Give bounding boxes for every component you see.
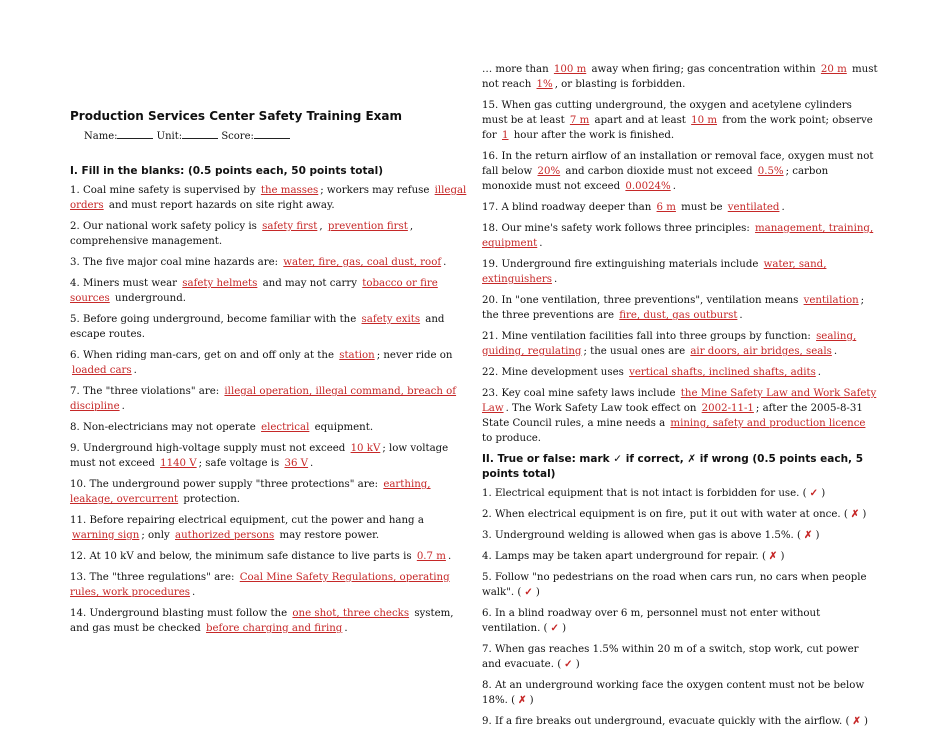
question-text: . [192,587,196,598]
question-text: to produce. [482,433,542,444]
question-item [482,386,880,446]
question-text: ; carbon monoxide must not exceed [482,166,829,192]
question-text: and carbon dioxide must not exceed [562,166,756,177]
question-item [70,384,470,414]
answer-blank[interactable]: 20 m [820,64,847,75]
question-text: ; low voltage must not exceed [70,443,449,469]
unit-blank[interactable] [182,128,218,139]
question-text: . [133,365,137,376]
question-text: . [817,367,822,378]
question-text: apart and at least [591,115,690,126]
answer-blank[interactable]: 20% [537,166,561,177]
question-text: 15. When gas cutting underground, the oxygen and acetylene cylinders must be at least [482,100,852,126]
question-text: . [121,401,125,412]
answer-blank[interactable]: before charging and firing [206,623,343,634]
question-text: ; never ride on [376,350,453,361]
judge-text: 8. At an underground working face the oxygen content must not be below 18%. ( [482,680,865,706]
judge-item [482,486,880,501]
question-text: protection. [180,494,241,505]
judge-text: 6. In a blind roadway over 6 m, personnel must not enter without ventilation. ( [482,608,821,634]
score-label: Score: [221,131,254,142]
answer-blank[interactable]: electrical [261,422,310,433]
question-text: and must report hazards on site right away. [105,200,335,211]
answer-blank[interactable]: 0.0024% [625,181,671,192]
answer-blank[interactable]: ventilation [803,295,859,306]
question-text: . The Work Safety Law took effect on [505,403,700,414]
question-text: . [447,551,452,562]
judge-text: 2. When electrical equipment is on fire, put it out with water at once. ( [482,509,848,520]
answer-blank[interactable]: 7 m [569,115,590,126]
question-text: 7. The "three violations" are: [70,386,223,397]
answer-blank[interactable]: 10 m [691,115,718,126]
question-text: 14. Underground blasting must follow the [70,608,291,619]
judge-item [482,570,880,600]
section-fill-in-title: I. Fill in the blanks: (0.5 points each, 50 points total) [70,165,384,177]
question-text: ; the three preventions are [482,295,865,321]
question-item [482,329,880,359]
judge-mark[interactable]: ✓ [809,487,819,499]
question-text: may restore power. [276,530,380,541]
question-text: 8. Non-electricians may not operate [70,422,260,433]
question-text: 1. Coal mine safety is supervised by [70,185,259,196]
question-text: ; after the 2005-8-31 State Council rules, a mine needs a [482,403,863,429]
question-text: 6. When riding man-cars, get on and off only at the [70,350,338,361]
question-text: ; the usual ones are [583,346,689,357]
question-text: . [310,458,314,469]
student-info-line [84,128,470,144]
answer-blank[interactable]: 36 V [284,458,309,469]
judge-mark[interactable]: ✓ [550,622,560,634]
question-text: equipment. [311,422,374,433]
judge-text: 4. Lamps may be taken apart underground for repair. ( [482,551,766,562]
answer-blank[interactable]: prevention first [327,221,408,232]
fill-in-list [70,183,470,636]
answer-blank[interactable]: air doors, air bridges, seals [690,346,832,357]
judge-close: ) [821,488,826,499]
question-item [70,477,470,507]
answer-blank[interactable]: warning sign [72,530,140,541]
answer-blank[interactable]: ventilated [727,202,780,213]
question-text: 3. The five major coal mine hazards are: [70,257,282,268]
question-item [482,200,880,215]
question-item [482,98,880,143]
answer-blank[interactable]: authorized persons [175,530,275,541]
answer-blank[interactable]: sealing, guiding, regulating [482,331,857,357]
question-text: ; only [141,530,173,541]
question-text: 22. Mine development uses [482,367,628,378]
judge-close: ) [575,659,580,670]
question-item [482,257,880,287]
question-text: , comprehensive management. [70,221,414,247]
answer-blank[interactable]: mining, safety and production licence [670,418,866,429]
question-item [482,293,880,323]
question-text: . [344,623,348,634]
judge-mark[interactable]: ✗ [518,694,527,706]
judge-mark[interactable]: ✗ [803,529,813,541]
question-text: underground. [111,293,186,304]
question-text: . [781,202,785,213]
answer-blank[interactable]: safety exits [361,314,421,325]
judge-text: 9. If a fire breaks out underground, evacuate quickly with the airflow. ( [482,716,850,727]
question-text: . [539,238,543,249]
page-title: Production Services Center Safety Training Exam [70,109,403,123]
question-text: 19. Underground fire extinguishing materials include [482,259,762,270]
question-text: . [739,310,743,321]
answer-blank[interactable]: 2002-11-1 [701,403,754,414]
judge-item [482,606,880,636]
name-label: Name: [84,131,118,142]
question-text: 11. Before repairing electrical equipment, cut the power and hang a [70,515,424,526]
question-text: 16. In the return airflow of an installation or removal face, oxygen must not fall below [482,151,874,177]
question-text: system, and gas must be checked [70,608,454,634]
question-text: . [672,181,676,192]
question-text: from the work point; observe for [482,115,873,141]
answer-blank[interactable]: water, sand, extinguishers [482,259,827,285]
answer-blank[interactable]: fire, dust, gas outburst [619,310,738,321]
answer-blank[interactable]: 0.7 m [416,551,446,562]
question-item [70,441,470,471]
judge-item [482,642,880,672]
answer-blank[interactable]: 6 m [656,202,676,213]
question-text: … more than [482,64,552,75]
answer-blank[interactable]: illegal orders [70,185,467,211]
question-item [482,62,880,92]
answer-blank[interactable]: Coal Mine Safety Regulations, operating rules, work procedures [70,572,450,598]
judge-mark[interactable]: ✗ [768,550,778,562]
answer-blank[interactable]: station [339,350,375,361]
question-text: must be [677,202,726,213]
judge-mark[interactable]: ✓ [524,586,533,598]
answer-blank[interactable]: 100 m [553,64,587,75]
question-text: 23. Key coal mine safety laws include [482,388,679,399]
name-blank[interactable] [117,128,153,139]
answer-blank[interactable]: water, fire, gas, coal dust, roof [283,257,442,268]
judge-close: ) [864,716,869,727]
answer-blank[interactable]: vertical shafts, inclined shafts, adits [629,367,816,378]
question-text: and escape routes. [70,314,445,340]
question-item [70,255,470,270]
judge-text: 7. When gas reaches 1.5% within 20 m of a switch, stop work, cut power and evacuate. ( [482,644,859,670]
question-item [70,183,470,213]
score-blank[interactable] [254,128,290,139]
section-judge-title: II. True or false: mark ✓ if correct, ✗ if wrong (0.5 points each, 5 points total) [482,453,863,480]
question-text: ; safe voltage is [198,458,283,469]
question-text: 4. Miners must wear [70,278,181,289]
answer-blank[interactable]: 10 kV [350,443,381,454]
answer-blank[interactable]: management, training, equipment [482,223,874,249]
judge-text: 1. Electrical equipment that is not intact is forbidden for use. ( [482,488,807,499]
question-text: 2. Our national work safety policy is [70,221,261,232]
judge-text: 3. Underground welding is allowed when gas is above 1.5%. ( [482,530,801,541]
judge-close: ) [780,551,785,562]
left-column [70,108,470,642]
judge-item [482,549,880,564]
question-item [70,420,470,435]
question-item [482,149,880,194]
judge-list [482,486,880,729]
judge-item [482,507,880,522]
answer-blank[interactable]: 0.5% [757,166,784,177]
judge-close: ) [529,695,534,706]
question-text: 12. At 10 kV and below, the minimum safe distance to live parts is [70,551,415,562]
question-item [70,348,470,378]
judge-mark[interactable]: ✓ [564,658,573,670]
question-item [70,513,470,543]
answer-blank[interactable]: the masses [260,185,319,196]
fill-in-list-continued [482,62,880,446]
judge-item [482,528,880,543]
question-item [482,365,880,380]
question-text: 21. Mine ventilation facilities fall into three groups by function: [482,331,815,342]
answer-blank[interactable]: illegal operation, illegal command, breach of discipline [70,386,457,412]
answer-blank[interactable]: the Mine Safety Law and Work Safety Law [482,388,877,414]
judge-close: ) [562,623,567,634]
answer-blank[interactable]: loaded cars [72,365,132,376]
judge-text: 5. Follow "no pedestrians on the road when cars run, no cars when people walk". ( [482,572,867,598]
question-text: ; workers may refuse [320,185,433,196]
question-text: must not reach [482,64,878,90]
question-text: 10. The underground power supply "three protections" are: [70,479,382,490]
question-item [70,312,470,342]
question-item [70,549,470,564]
answer-blank[interactable]: tobacco or fire sources [70,278,438,304]
question-text: . [553,274,558,285]
question-text: 17. A blind roadway deeper than [482,202,655,213]
question-item [482,221,880,251]
right-column [482,62,880,735]
question-text: 13. The "three regulations" are: [70,572,238,583]
unit-label: Unit: [156,131,183,142]
judge-item [482,714,880,729]
answer-blank[interactable]: safety helmets [182,278,258,289]
question-text: 5. Before going underground, become familiar with the [70,314,360,325]
answer-blank[interactable]: 1140 V [160,458,197,469]
question-text: . [833,346,838,357]
judge-close: ) [815,530,820,541]
question-item [70,219,470,249]
answer-blank[interactable]: one shot, three checks [292,608,410,619]
answer-blank[interactable]: safety first [262,221,318,232]
judge-mark[interactable]: ✗ [852,715,862,727]
answer-blank[interactable]: 1 [502,130,509,141]
judge-item [482,678,880,708]
answer-blank[interactable]: 1% [536,79,553,90]
judge-mark[interactable]: ✗ [850,508,860,520]
question-item [70,276,470,306]
question-text: 18. Our mine's safety work follows three principles: [482,223,754,234]
question-text: , [319,221,326,232]
question-text: 9. Underground high-voltage supply must not exceed [70,443,349,454]
question-item [70,606,470,636]
question-text: . [443,257,447,268]
question-text: away when firing; gas concentration within [588,64,819,75]
question-text: and may not carry [259,278,361,289]
question-text: hour after the work is finished. [510,130,675,141]
judge-close: ) [862,509,867,520]
question-text: 20. In "one ventilation, three preventions", ventilation means [482,295,802,306]
judge-close: ) [535,587,540,598]
question-text: , or blasting is forbidden. [554,79,686,90]
question-item [70,570,470,600]
answer-blank[interactable]: earthing, leakage, overcurrent [70,479,431,505]
